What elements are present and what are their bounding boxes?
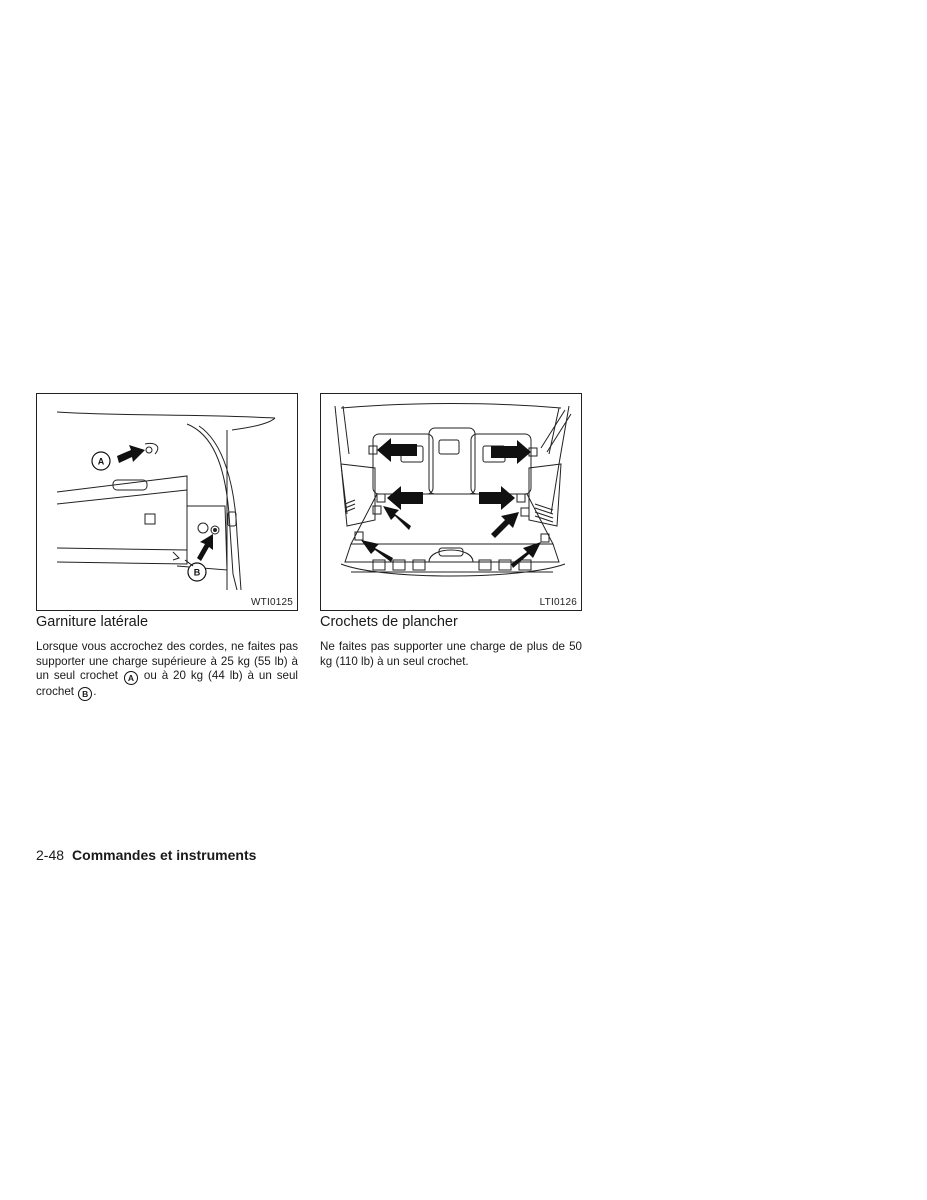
page-number: 2-48 [36,847,65,863]
page-footer [36,847,256,863]
arrow-icon [383,506,411,530]
section-heading-side-trim: Garniture latérale [36,614,149,630]
section-heading-floor-hooks: Crochets de plancher [320,614,458,630]
cargo-area-drawing [321,394,581,610]
paragraph-text: . [93,685,97,698]
arrow-icon [387,486,423,510]
arrow-icon [117,445,145,463]
arrow-icon [491,512,519,538]
side-trim-drawing [37,394,297,610]
callout-a: A [97,456,105,467]
arrow-icon [361,540,393,562]
floor-hooks-paragraph: Ne faites pas supporter une charge de plus de 50 kg (110 lb) à un seul crochet. [320,640,582,668]
marker-a: A [124,671,138,685]
callout-b: B [193,567,201,578]
arrow-icon [479,486,515,510]
arrow-icon [511,542,541,568]
side-trim-illustration [36,393,298,611]
figure-code: LTI0126 [539,597,577,608]
arrow-icon [491,440,531,464]
arrow-icon [377,438,417,462]
marker-b: B [78,687,92,701]
paragraph-text: ou à 20 kg (44 lb) à un seul crochet [36,669,298,698]
figure-code: WTI0125 [251,597,293,608]
paragraph-text: Lorsque vous accrochez des cordes, ne faites pas supporter une charge supérieure à 25 kg (55 lb) à un seul crochet [36,640,298,682]
side-trim-paragraph [36,640,298,701]
floor-hooks-illustration [320,393,582,611]
arrow-icon [197,534,213,561]
footer-section-title: Commandes et instruments [72,847,257,863]
